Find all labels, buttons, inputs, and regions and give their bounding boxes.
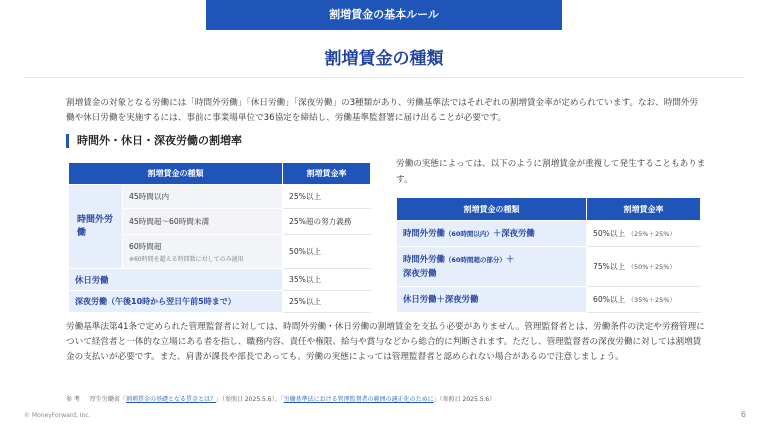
reference-suffix-1: 」（参照日 2025.5.6）、「 [215, 396, 284, 403]
combined-rate-table [396, 197, 701, 313]
combo-label-main: 時間外労働 [403, 227, 445, 238]
title-divider [24, 77, 744, 78]
rate-value [587, 247, 701, 287]
manager-note-paragraph: 労働基準法第41条で定められた管理監督者に対しては、時間外労働・休日労働の割増賃金を支払う必要がありません。管理監督者とは、労働条件の決定や労務管理について経営者と一体的な立場にある者を指し、職務内容、責任や権限、給与や賞与などから総合的に判断されます。ただし、管理監督者の深夜労働に対しては割増賃金の支払いが必要です。また、肩書が課長や部長であっても、労働の実態によっては管理監督者と認められない場合があるので注意しましょう。 [66, 322, 705, 362]
rate-value: 25%以上 [283, 185, 371, 209]
rate-value: 25%超の努力義務 [283, 209, 371, 235]
rate-breakdown: （25%＋25%） [627, 230, 676, 238]
combo-label [397, 287, 587, 313]
rate-breakdown: （35%＋25%） [627, 296, 676, 304]
table-row [69, 269, 371, 291]
rate-breakdown: （50%＋25%） [627, 263, 676, 271]
table-row [397, 287, 701, 313]
combo-label-detail: （60時間以内） [444, 229, 493, 238]
rate-value: 25%以上 [283, 291, 371, 313]
table-row [69, 291, 371, 313]
reference-prefix: 厚生労働省「 [89, 396, 126, 403]
reference-label: 参 考 [66, 396, 80, 403]
combo-label-main: 休日労働＋深夜労働 [403, 294, 479, 304]
combo-label-detail: （60時間超の部分） [444, 256, 506, 264]
table-row [397, 221, 701, 247]
column-header-rate: 割増賃金率 [283, 163, 371, 185]
column-header-rate: 割増賃金率 [587, 198, 701, 221]
rate-main: 75%以上 [593, 262, 626, 271]
reference-link-1[interactable]: 割増賃金の基礎となる賃金とは？ [125, 396, 216, 403]
combo-label [397, 221, 587, 247]
column-header-type: 割増賃金の種類 [397, 198, 587, 221]
rate-main: 60%以上 [593, 295, 626, 304]
combo-label-tail: ＋深夜労働 [492, 227, 535, 238]
section-tab: 割増賃金の基本ルール [206, 0, 562, 30]
combo-label-line2: 深夜労働 [403, 268, 437, 278]
combo-label-tail: ＋ [505, 254, 515, 264]
row-label-night: 深夜労働（午後10時から翌日午前5時まで） [69, 291, 283, 313]
premium-rate-table [68, 162, 371, 313]
intro-paragraph: 割増賃金の対象となる労働には「時間外労働」「休日労働」「深夜労働」の3種類があり、労働基準法ではそれぞれの割増賃金率が定められています。なお、時間外労働や休日労働を実施するには、事前に事業場単位で36協定を締結し、労働基準監督署に届け出ることが必要です。 [66, 98, 699, 123]
sub-label: 60時間超 [129, 241, 162, 251]
reference-link-2[interactable]: 労働基準法における管理監督者の範囲の適正化のために [283, 396, 434, 403]
rate-value [587, 287, 701, 313]
sub-label: 45時間超〜60時間未満 [123, 209, 283, 235]
row-label-holiday: 休日労働 [69, 269, 283, 291]
combo-label-main: 時間外労働 [403, 254, 445, 264]
table-row [69, 185, 371, 209]
table-header-row [69, 163, 371, 185]
page-number: 6 [740, 410, 746, 419]
rate-main: 50%以上 [593, 229, 626, 238]
copyright: © MoneyForward, Inc. [24, 412, 91, 419]
combo-label [397, 247, 587, 287]
page-title: 割増賃金の種類 [324, 49, 444, 69]
rate-value: 50%以上 [283, 235, 371, 269]
column-header-type: 割増賃金の種類 [69, 163, 283, 185]
footnote: ※60時間を超える時間数に対してのみ適用 [129, 255, 244, 263]
overlap-note: 労働の実態によっては、以下のように割増賃金が重複して発生することもあります。 [396, 159, 706, 185]
rate-value [587, 221, 701, 247]
table-header-row [397, 198, 701, 221]
table-row [397, 247, 701, 287]
row-label-overtime: 時間外労働 [69, 185, 123, 269]
reference-suffix-2: 」（参照日 2025.5.6） [433, 396, 496, 403]
reference-line [66, 394, 495, 403]
sub-label: 45時間以内 [123, 185, 283, 209]
rate-value: 35%以上 [283, 269, 371, 291]
section-heading: 時間外・休日・深夜労働の割増率 [66, 134, 242, 148]
sub-label-with-note [123, 235, 283, 269]
